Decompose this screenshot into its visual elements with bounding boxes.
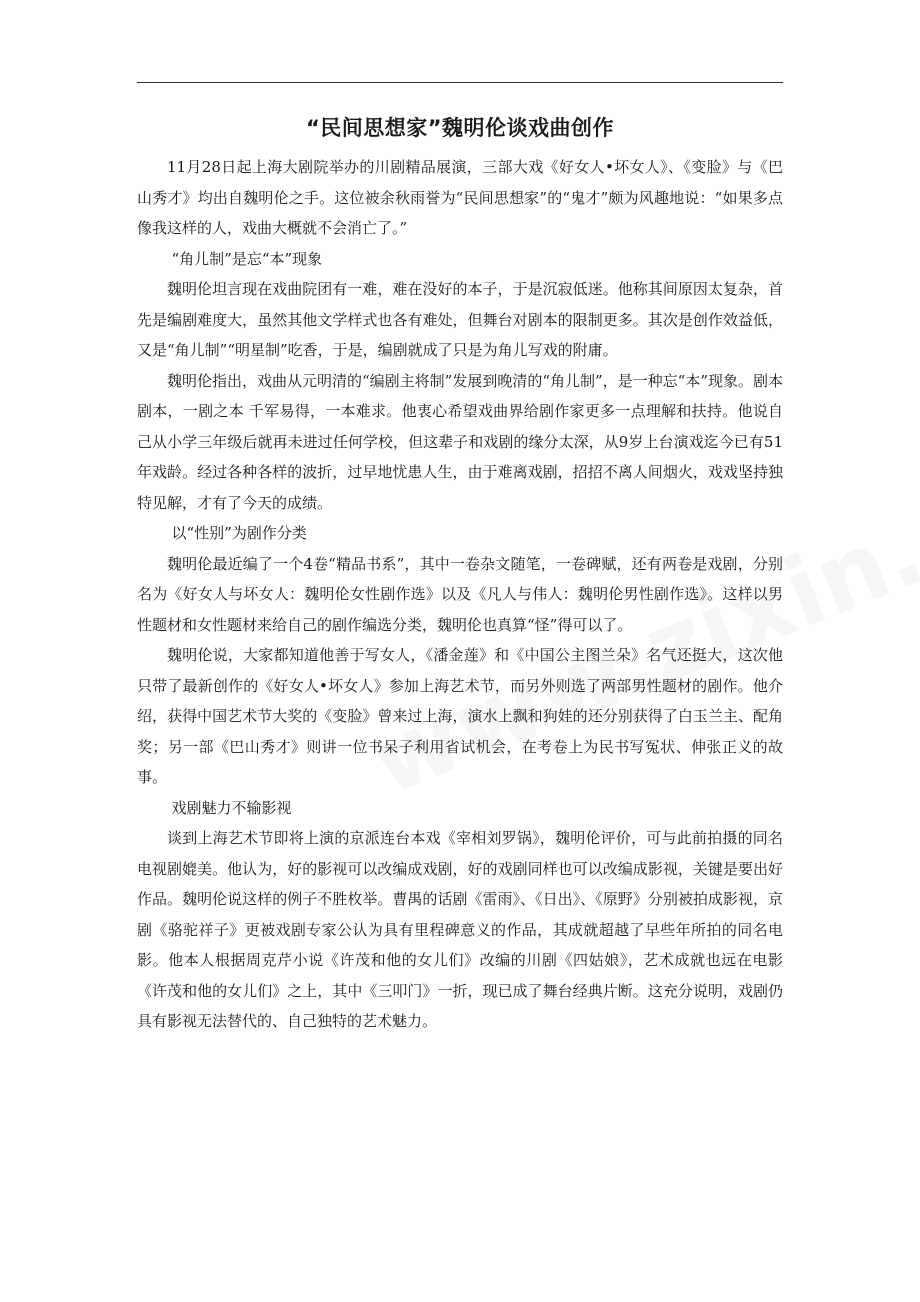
article-title: “民间思想家”魏明伦谈戏曲创作 [305, 116, 615, 140]
section-heading-meili: 戏剧魅力不输影视 [171, 798, 292, 817]
article-body [137, 152, 783, 1037]
header-rule [137, 82, 783, 83]
paragraph-intro: 11月28日起上海大剧院举办的川剧精品展演，三部大戏《好女人•坏女人》、《变脸》与《巴山秀才》均出自魏明伦之手。这位被余秋雨誉为“民间思想家”的“鬼才”颇为风趣地说：“如果多点像我这样的人，戏曲大概就不会消亡了。” [137, 158, 783, 237]
paragraph: 魏明伦坦言现在戏曲院团有一难，难在没好的本子，于是沉寂低迷。他称其间原因太复杂，首先是编剧难度大，虽然其他文学样式也各有难处，但舞台对剧本的限制更多。其次是创作效益低，又是“角儿制”“明星制”吃香，于是，编剧就成了只是为角儿写戏的附庸。 [137, 280, 783, 359]
section-heading-xingbie: 以“性别”为剧作分类 [171, 524, 307, 542]
paragraph: 魏明伦指出，戏曲从元明清的“编剧主将制”发展到晚清的“角儿制”，是一种忘“本”现象。剧本剧本，一剧之本 千军易得，一本难求。他衷心希望戏曲界给剧作家更多一点理解和扶持。他说自己从小学三年级后就再未进过任何学校，但这辈子和戏剧的缘分太深，从9岁上台演戏迄今已有51年戏龄。经过各种各样的波折，过早地忧患人生，由于难离戏剧，招招不离人间烟火，戏戏坚持独特见解，才有了今天的成绩。 [137, 371, 784, 512]
paragraph: 魏明伦说，大家都知道他善于写女人，《潘金莲》和《中国公主图兰朵》名气还挺大，这次他只带了最新创作的《好女人•坏女人》参加上海艺术节，而另外则选了两部男性题材的剧作。他介绍，获得中国艺术节大奖的《变脸》曾来过上海，演水上飘和狗娃的还分别获得了白玉兰主、配角奖；另一部《巴山秀才》则讲一位书呆子利用省试机会，在考卷上为民书写冤状、伸张正义的故事。 [137, 646, 783, 786]
section-heading-jiaoerzhi: “角儿制”是忘“本”现象 [171, 249, 323, 268]
paragraph: 谈到上海艺术节即将上演的京派连台本戏《宰相刘罗锅》，魏明伦评价，可与此前拍摄的同名电视剧媲美。他认为，好的影视可以改编成戏剧，好的戏剧同样也可以改编成影视，关键是要出好作品。魏明伦说这样的例子不胜枚举。曹禺的话剧《雷雨》、《日出》、《原野》分别被拍成影视，京剧《骆驼祥子》更被戏剧专家公认为具有里程碑意义的作品，其成就超越了早些年所拍的同名电影。他本人根据周克芹小说《许茂和他的女儿们》改编的川剧《四姑娘》，艺术成就也远在电影《许茂和他的女儿们》之上，其中《三叩门》一折，现已成了舞台经典片断。这充分说明，戏剧仍具有影视无法替代的、自己独特的艺术魅力。 [137, 829, 783, 1030]
paragraph: 魏明伦最近编了一个4卷“精品书系”，其中一卷杂文随笔，一卷碑赋，还有两卷是戏剧，分别名为《好女人与坏女人：魏明伦女性剧作选》以及《凡人与伟人：魏明伦男性剧作选》。这样以男性题材和女性题材来给自己的剧作编选分类，魏明伦也真算“怪”得可以了。 [137, 554, 783, 634]
